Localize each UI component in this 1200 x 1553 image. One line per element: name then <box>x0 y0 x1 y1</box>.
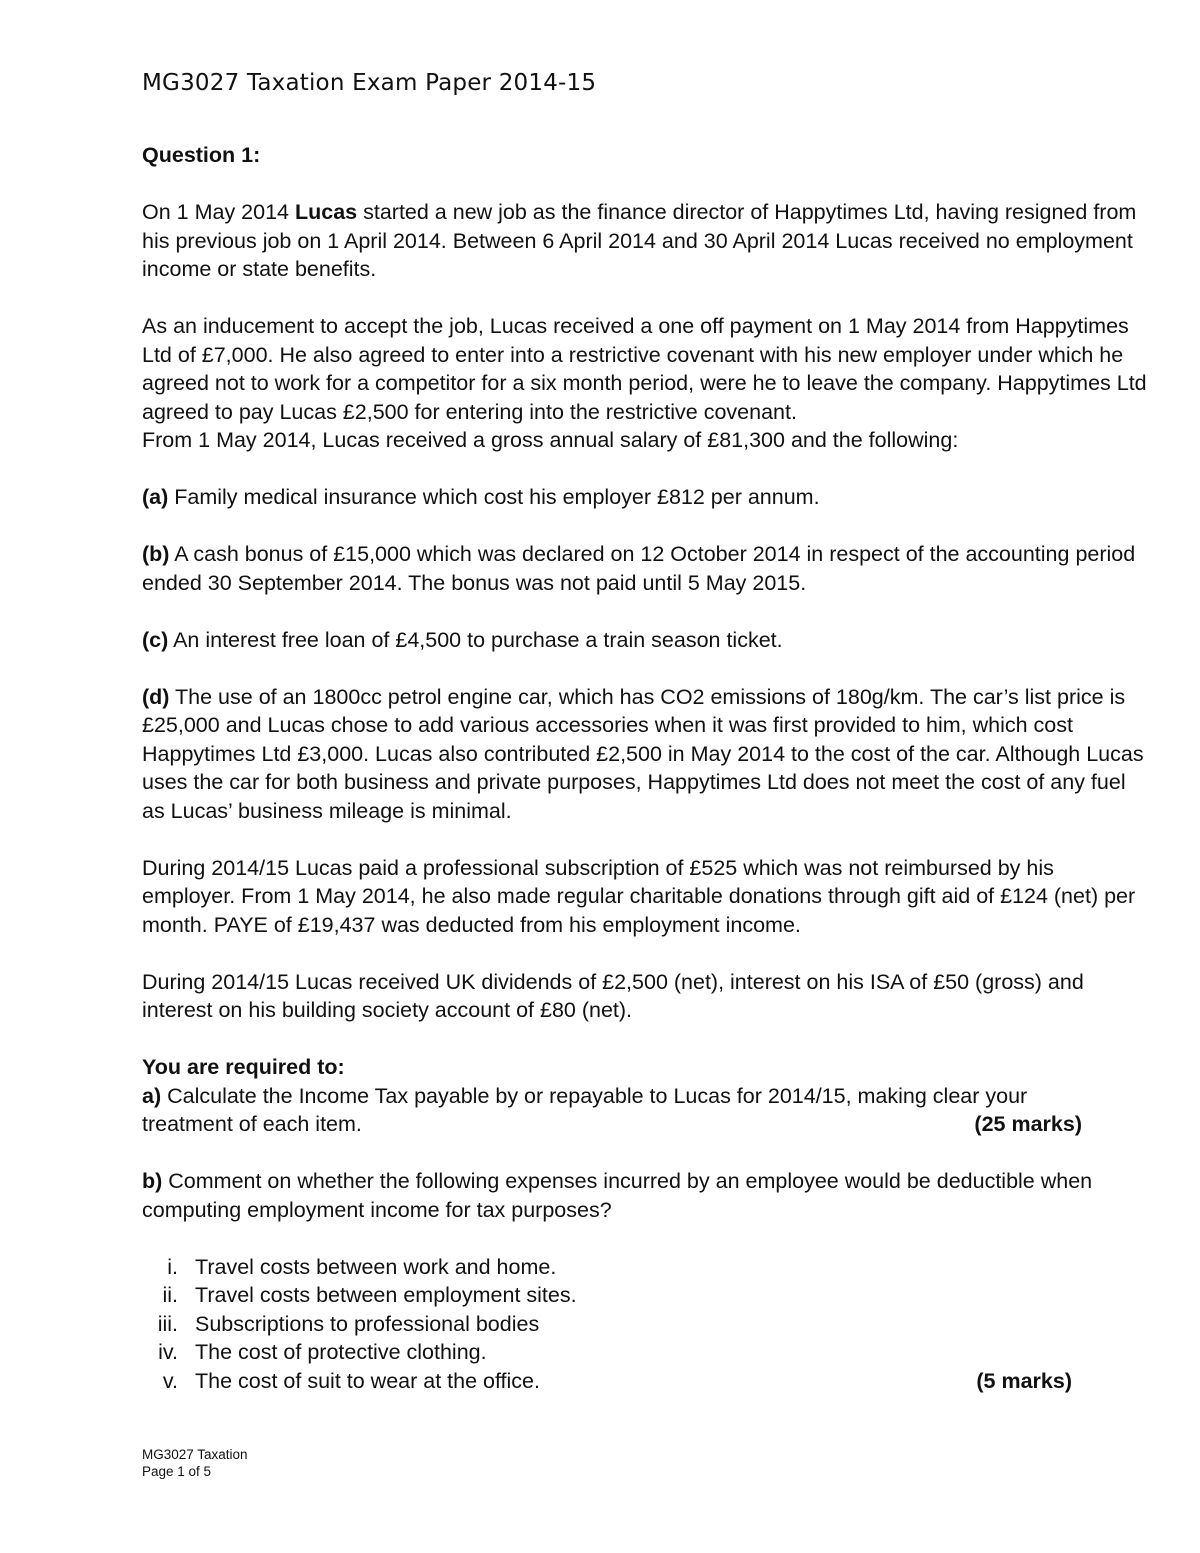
required-heading: You are required to: <box>142 1055 345 1079</box>
list-item: iv. The cost of protective clothing. <box>158 1340 487 1364</box>
footer-course: MG3027 Taxation <box>142 1447 248 1462</box>
list-item: i. Travel costs between work and home. <box>167 1254 557 1279</box>
paragraph-dividends: During 2014/15 Lucas received UK dividends of £2,500 (net), interest on his ISA of £50 (gross) and interest on his building society account of £80 (net). <box>142 969 1084 1022</box>
requirement-a-marks-row: treatment of each item. (25 marks) <box>142 1110 1082 1139</box>
benefit-item-d: (d) The use of an 1800cc petrol engine car, which has CO2 emissions of 180g/km. The car’s list price is £25,000 and Lucas chose to add various accessories when it was first provided to him, which cost Happytimes Ltd £3,000. Lucas also contributed £2,500 in May 2014 to the cost of the car. Although Lucas uses the car for both business and private purposes, Happytimes Ltd does not meet the cost of any fuel as Lucas’ business mileage is minimal. <box>142 684 1144 823</box>
question-body <box>142 141 1152 1395</box>
footer-page-number: Page 1 of 5 <box>142 1464 212 1479</box>
paragraph-inducement: As an inducement to accept the job, Lucas received a one off payment on 1 May 2014 from Happytimes Ltd of £7,000. He also agreed to enter into a restrictive covenant with his new employer under which he agreed not to work for a competitor for a six month period, were he to leave the company. Happytimes Ltd agreed to pay Lucas £2,500 for entering into the restrictive covenant. <box>142 314 1147 424</box>
benefit-item-c: (c) An interest free loan of £4,500 to purchase a train season ticket. <box>142 627 783 652</box>
document-title: MG3027 Taxation Exam Paper 2014-15 <box>142 70 597 96</box>
requirement-a: a) Calculate the Income Tax payable by or repayable to Lucas for 2014/15, making clear your <box>142 1083 1028 1108</box>
name-lucas: Lucas <box>294 200 358 224</box>
benefit-item-a: (a) Family medical insurance which cost his employer £812 per annum. <box>142 485 820 509</box>
page-footer <box>142 1446 248 1480</box>
requirement-b: b) Comment on whether the following expenses incurred by an employee would be deductible when computing employment income for tax purposes? <box>142 1169 1093 1222</box>
paragraph-salary: From 1 May 2014, Lucas received a gross annual salary of £81,300 and the following: <box>142 428 959 452</box>
list-item: ii. Travel costs between employment sites. <box>162 1283 577 1307</box>
benefit-item-b: (b) A cash bonus of £15,000 which was declared on 12 October 2014 in respect of the accounting period ended 30 September 2014. The bonus was not paid until 5 May 2015. <box>142 542 1136 595</box>
list-item: v. The cost of suit to wear at the office. (5 marks) <box>142 1367 1072 1396</box>
paragraph-intro: On 1 May 2014 Lucas started a new job as the finance director of Happytimes Ltd, having resigned from his previous job on 1 April 2014. Between 6 April 2014 and 30 April 2014 Lucas received no employment income or state benefits. <box>142 200 1137 281</box>
list-item: iii. Subscriptions to professional bodies <box>157 1311 540 1336</box>
expense-list <box>142 1253 1152 1396</box>
question-heading: Question 1: <box>142 143 261 167</box>
paragraph-subscriptions: During 2014/15 Lucas paid a professional subscription of £525 which was not reimbursed by his employer. From 1 May 2014, he also made regular charitable donations through gift aid of £124 (net) per month. PAYE of £19,437 was deducted from his employment income. <box>142 855 1136 937</box>
marks-25: (25 marks) <box>974 1112 1082 1136</box>
marks-5: (5 marks) <box>976 1368 1072 1393</box>
